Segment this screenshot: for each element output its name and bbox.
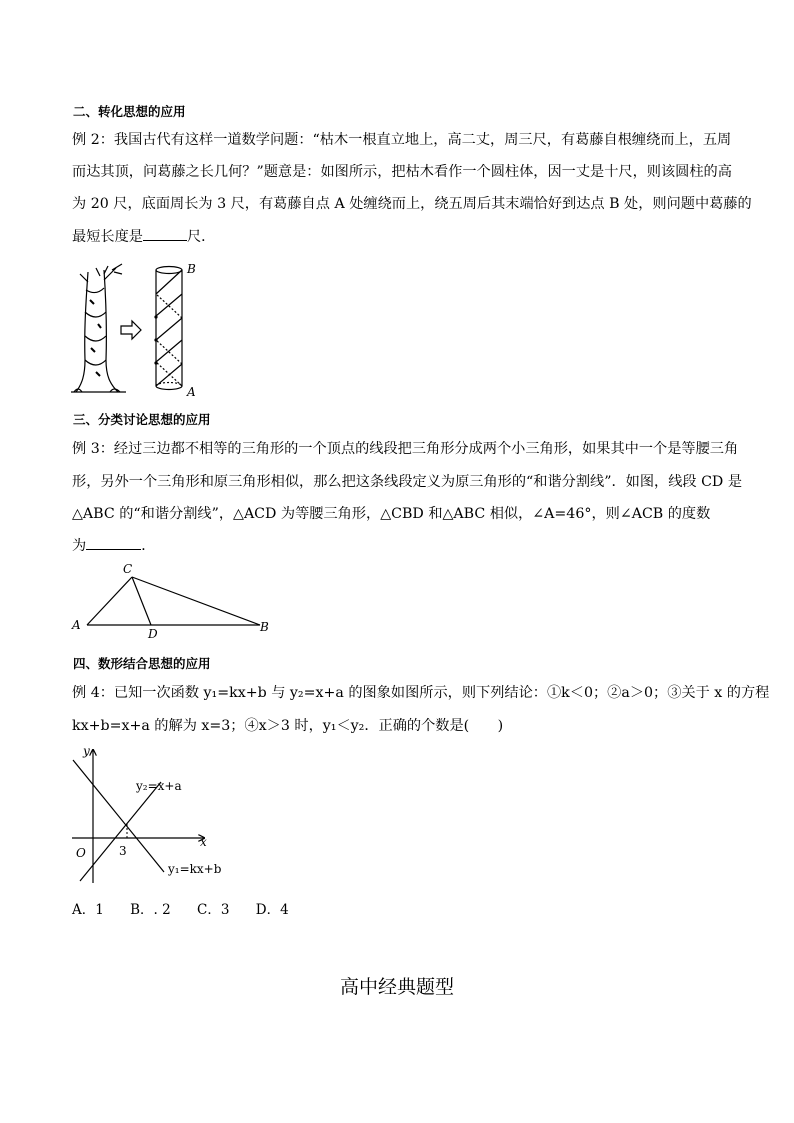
- section-heading-2: 二、转化思想的应用: [73, 104, 186, 119]
- cylinder-label-a: A: [187, 385, 196, 398]
- x-axis-label: x: [200, 835, 207, 849]
- example-2-line-4-pre: 最短长度是: [72, 229, 143, 245]
- triangle-figure: [66, 558, 276, 642]
- cylinder-label-b: B: [187, 262, 196, 276]
- section-heading-3: 三、分类讨论思想的应用: [73, 412, 211, 427]
- tick-label-3: 3: [119, 844, 127, 858]
- line-y1-label: y₁=kx+b: [168, 862, 222, 876]
- linear-functions-graph: [66, 740, 236, 890]
- option-c[interactable]: C．3: [197, 902, 230, 918]
- y-axis-label: y: [83, 744, 90, 758]
- example-3-line-4-post: ．: [141, 538, 156, 554]
- tree-illustration: [71, 264, 126, 392]
- answer-blank-2: [143, 225, 187, 241]
- section-heading-4: 四、数形结合思想的应用: [73, 656, 211, 671]
- tree-cylinder-figure: [66, 260, 216, 398]
- example-3-line-4-pre: 为: [72, 538, 87, 554]
- origin-label: O: [76, 846, 86, 860]
- answer-options: [72, 898, 311, 918]
- segment-cd: [132, 577, 151, 625]
- option-a[interactable]: A．1: [72, 902, 104, 918]
- label-a: A: [72, 618, 81, 632]
- page-footer-title: 高中经典题型: [339, 976, 454, 998]
- label-b: B: [260, 620, 269, 634]
- example-2-line-3: 为 20 尺，底面周长为 3 尺，有葛藤自点 A 处缠绕而上，绕五周后其末端恰好到达点 B 处，则问题中葛藤的: [72, 196, 752, 212]
- example-3-line-2: 形，另外一个三角形和原三角形相似，那么把这条线段定义为原三角形的“和谐分割线”．如图，线段 CD 是: [72, 474, 743, 490]
- example-3-line-1: 例 3：经过三边都不相等的三角形的一个顶点的线段把三角形分成两个小三角形，如果其中一个是等腰三角: [72, 441, 739, 457]
- example-2-line-2: 而达其顶，问葛藤之长几何？”题意是：如图所示，把枯木看作一个圆柱体，因一丈是十尺，则该圆柱的高: [72, 164, 732, 180]
- triangle-abc: [87, 577, 260, 625]
- line-y2-label: y₂=x+a: [136, 779, 182, 793]
- example-3-line-3: △ABC 的“和谐分割线”，△ACD 为等腰三角形，△CBD 和△ABC 相似，∠A=46°，则∠ACB 的度数: [72, 506, 711, 522]
- option-d[interactable]: D．4: [255, 902, 289, 918]
- cylinder-diagram: [155, 267, 182, 390]
- answer-blank-3: [86, 534, 141, 550]
- example-4-line-2: kx+b=x+a 的解为 x=3；④x＞3 时，y₁＜y₂．正确的个数是( ): [72, 718, 504, 734]
- example-2-line-4: [72, 221, 215, 253]
- label-c: C: [123, 562, 133, 576]
- example-2-line-4-post: 尺．: [186, 229, 216, 245]
- label-d: D: [148, 627, 158, 641]
- option-b[interactable]: B．. 2: [130, 902, 171, 918]
- line-y2: [80, 782, 161, 881]
- transform-arrow-icon: [121, 321, 141, 339]
- example-4-line-1: 例 4：已知一次函数 y₁=kx+b 与 y₂=x+a 的图象如图所示，则下列结论：①k＜0；②a＞0；③关于 x 的方程: [72, 685, 770, 701]
- example-2-line-1: 例 2：我国古代有这样一道数学问题：“枯木一根直立地上，高二丈，周三尺，有葛藤自根缠绕而上，五周: [72, 132, 732, 148]
